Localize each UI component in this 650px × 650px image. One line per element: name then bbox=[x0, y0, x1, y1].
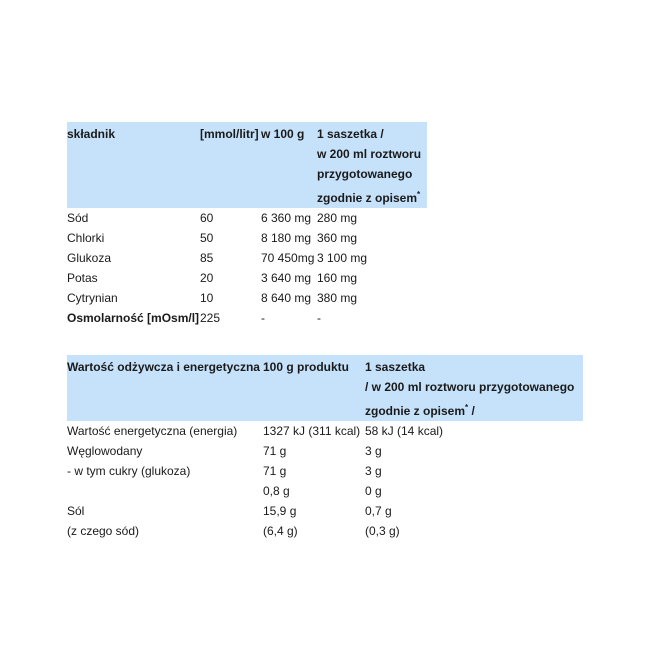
per-100g-value: - bbox=[261, 311, 265, 325]
table-row bbox=[67, 268, 427, 288]
per-sachet-value: 3 g bbox=[365, 444, 382, 458]
table-row bbox=[67, 441, 583, 461]
per-sachet-value: 0,7 g bbox=[365, 504, 392, 518]
nutrient-name: Sól bbox=[67, 504, 85, 518]
footnote-marker: * bbox=[417, 190, 421, 199]
per-100g-value: 8 180 mg bbox=[261, 231, 312, 245]
nutrient-name: Węglowodany bbox=[67, 444, 143, 458]
osmolarity-label: Osmolarność [mOsm/l] bbox=[67, 311, 200, 325]
per-sachet-value: 160 mg bbox=[317, 271, 358, 285]
per-sachet-value: 0 g bbox=[365, 484, 382, 498]
table-row bbox=[67, 461, 583, 481]
header-per-sachet-line1: 1 saszetka bbox=[365, 360, 426, 374]
header-per-sachet-line2: w 200 ml roztworu bbox=[317, 147, 422, 161]
per-sachet-value: 360 mg bbox=[317, 231, 358, 245]
ingredient-name: Cytrynian bbox=[67, 291, 118, 305]
table-row bbox=[67, 421, 583, 441]
per-100g-value: 3 640 mg bbox=[261, 271, 312, 285]
ingredient-name: Potas bbox=[67, 271, 98, 285]
nutrient-name bbox=[67, 481, 263, 501]
per-100g-value: 71 g bbox=[263, 444, 287, 458]
per-100g-value: 8 640 mg bbox=[261, 291, 312, 305]
per-100g-value: 0,8 g bbox=[263, 484, 290, 498]
nutrient-name: - w tym cukry (glukoza) bbox=[67, 464, 191, 478]
per-sachet-value: 58 kJ (14 kcal) bbox=[365, 424, 444, 438]
ingredient-name: Glukoza bbox=[67, 251, 112, 265]
header-per-sachet-line2: / w 200 ml roztworu przygotowanego bbox=[365, 380, 575, 394]
table-header-row bbox=[67, 122, 427, 208]
table-header-row bbox=[67, 355, 583, 421]
table-row bbox=[67, 288, 427, 308]
mmol-value: 60 bbox=[200, 211, 214, 225]
per-sachet-value: 3 g bbox=[365, 464, 382, 478]
per-sachet-value: (0,3 g) bbox=[365, 524, 400, 538]
header-per-sachet bbox=[317, 122, 427, 208]
per-100g-value: 6 360 mg bbox=[261, 211, 312, 225]
per-sachet-value: 280 mg bbox=[317, 211, 358, 225]
table-row bbox=[67, 501, 583, 521]
footnote-marker: * bbox=[465, 403, 469, 412]
electrolyte-composition-table bbox=[67, 122, 427, 328]
per-sachet-value: - bbox=[317, 311, 321, 325]
table-row bbox=[67, 248, 427, 268]
header-nutrition: Wartość odżywcza i energetyczna bbox=[67, 355, 263, 421]
header-per-100g-product: 100 g produktu bbox=[263, 355, 365, 421]
header-ingredient: składnik bbox=[67, 122, 200, 208]
header-mmol: [mmol/litr] bbox=[200, 122, 261, 208]
mmol-value: 85 bbox=[200, 251, 214, 265]
table-row bbox=[67, 228, 427, 248]
mmol-value: 10 bbox=[200, 291, 214, 305]
header-per-100g: w 100 g bbox=[261, 122, 317, 208]
table-row bbox=[67, 521, 583, 541]
per-sachet-value: 3 100 mg bbox=[317, 251, 368, 265]
table-row bbox=[67, 481, 583, 501]
per-100g-value: 1327 kJ (311 kcal) bbox=[263, 424, 361, 438]
table-row bbox=[67, 208, 427, 228]
ingredient-name: Chlorki bbox=[67, 231, 105, 245]
nutrient-name: Wartość energetyczna (energia) bbox=[67, 424, 238, 438]
per-100g-value: 70 450mg bbox=[261, 251, 315, 265]
per-100g-value: 71 g bbox=[263, 464, 287, 478]
ingredient-name: Sód bbox=[67, 211, 89, 225]
mmol-value: 225 bbox=[200, 311, 221, 325]
per-100g-value: (6,4 g) bbox=[263, 524, 298, 538]
header-per-sachet-line3: przygotowanego bbox=[317, 167, 413, 181]
table-row bbox=[67, 308, 427, 328]
header-per-sachet bbox=[365, 355, 583, 421]
nutrition-table bbox=[67, 355, 583, 541]
header-per-sachet-line1: 1 saszetka / bbox=[317, 127, 384, 141]
header-per-sachet-line3: zgodnie z opisem* / bbox=[365, 403, 475, 418]
nutrient-name: (z czego sód) bbox=[67, 524, 140, 538]
mmol-value: 20 bbox=[200, 271, 214, 285]
per-sachet-value: 380 mg bbox=[317, 291, 358, 305]
mmol-value: 50 bbox=[200, 231, 214, 245]
header-per-sachet-line4: zgodnie z opisem* bbox=[317, 190, 421, 205]
per-100g-value: 15,9 g bbox=[263, 504, 297, 518]
